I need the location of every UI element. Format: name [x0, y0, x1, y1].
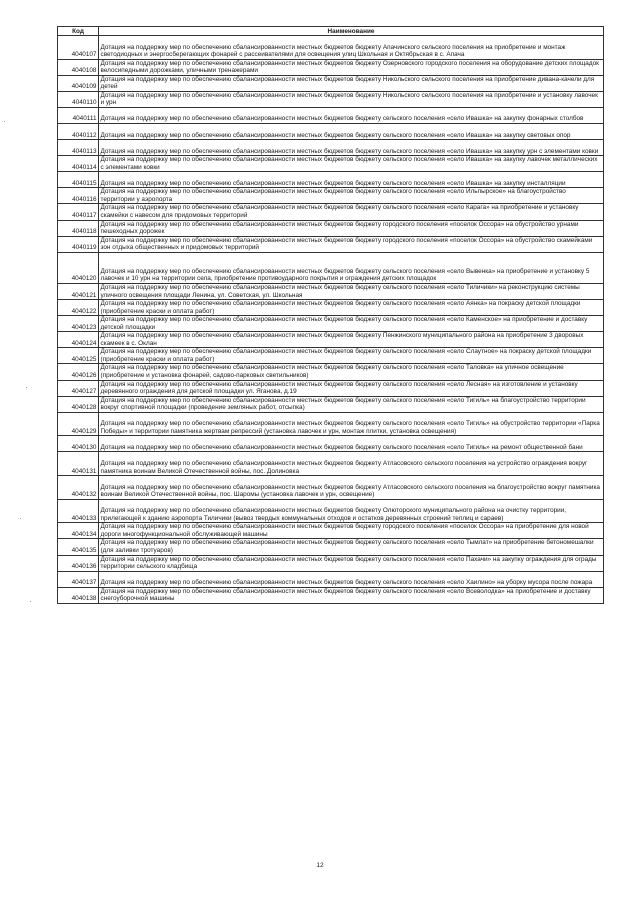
row-name: Дотация на поддержку мер по обеспечению сбалансированности местных бюджетов бюджету сельского поселения «село Ивашка» на закупку фонарных столбов [99, 107, 604, 123]
row-name: Дотация на поддержку мер по обеспечению сбалансированности местных бюджетов бюджету сельского поселения «село Каменское» на приобретение и доставку детской площадки [99, 316, 604, 332]
table-row [58, 91, 604, 107]
row-name: Дотация на поддержку мер по обеспечению сбалансированности местных бюджетов бюджету сельского поселения «село Хаилино» на уборку мусора после пожара [99, 571, 604, 587]
row-name: Дотация на поддержку мер по обеспечению сбалансированности местных бюджетов бюджету городского поселения «поселок Оссора» на приобретение для новой дороги многофункциональной обслуживающей машины [99, 523, 604, 539]
table-row [58, 283, 604, 299]
row-name: Дотация на поддержку мер по обеспечению сбалансированности местных бюджетов бюджету сельского поселения «село Пахачи» на закупку ограждения для ограды территории сельского кладбища [99, 555, 604, 571]
row-name: Дотация на поддержку мер по обеспечению сбалансированности местных бюджетов бюджету сельского поселения «село Тигиль» на обустройство территории «Парка Победы» и территории памятника жертвам репрессий (установка лавочек и урн, монтаж плитки, установка освещения) [99, 412, 604, 436]
page-number: 12 [316, 862, 324, 869]
row-name: Дотация на поддержку мер по обеспечению сбалансированности местных бюджетов бюджету сельского поселения «село Аянка» на покраску детской площадки (приобретение краски и оплата работ) [99, 300, 604, 316]
table-row [58, 348, 604, 364]
table-row [58, 204, 604, 220]
row-code: 4040119 [58, 236, 99, 252]
row-code: 4040111 [58, 107, 99, 123]
row-name: Дотация на поддержку мер по обеспечению сбалансированности местных бюджетов бюджету Озерновского городского поселения на оборудование детских площадок велосипедными дорожками, уличными тренажерами [99, 59, 604, 75]
row-name: Дотация на поддержку мер по обеспечению сбалансированности местных бюджетов бюджету сельского поселения «село Ивашка» на закупку лавочек металлических с элементами ковки [99, 156, 604, 172]
row-code: 4040112 [58, 124, 99, 140]
table-row [58, 107, 604, 123]
row-code: 4040123 [58, 316, 99, 332]
row-name: Дотация на поддержку мер по обеспечению сбалансированности местных бюджетов бюджету Никольского сельского поселения на приобретение и установку лавочек и урн [99, 91, 604, 107]
row-code: 4040122 [58, 300, 99, 316]
row-name: Дотация на поддержку мер по обеспечению сбалансированности местных бюджетов бюджету сельского поселения «село Ивашка» на закупку урн с элементами ковки [99, 140, 604, 156]
row-name: Дотация на поддержку мер по обеспечению сбалансированности местных бюджетов бюджету сельского поселения «село Тиличики» на реконструкцию системы уличного освещения площади Ленина, ул. Советская, ул. Школьная [99, 283, 604, 299]
row-code: 4040109 [58, 75, 99, 91]
row-code: 4040113 [58, 140, 99, 156]
table-row [58, 124, 604, 140]
table-row [58, 156, 604, 172]
table-row [58, 539, 604, 555]
row-name: Дотация на поддержку мер по обеспечению сбалансированности местных бюджетов бюджету сельского поселения «село Ильпырское» на благоустройство территории у аэропорта [99, 188, 604, 204]
table-row [58, 172, 604, 188]
table-row [58, 300, 604, 316]
row-code: 4040115 [58, 172, 99, 188]
row-code: 4040133 [58, 499, 99, 523]
row-code: 4040135 [58, 539, 99, 555]
row-name: Дотация на поддержку мер по обеспечению сбалансированности местных бюджетов бюджету сельского поселения «село Вывенка» на приобретение и установку 5 лавочек и 10 урн на территории села, приобретение противоударного покрытия и ограждения детских площадок [99, 252, 604, 283]
table-row [58, 555, 604, 571]
row-code: 4040124 [58, 332, 99, 348]
table-row [58, 571, 604, 587]
row-code: 4040118 [58, 220, 99, 236]
row-name: Дотация на поддержку мер по обеспечению сбалансированности местных бюджетов бюджету Атласовского сельского поселения на устройство ограждения вокруг памятника воинам Великой Отечественной войны, пос. Долиновка [99, 452, 604, 476]
name-column-header: Наименование [99, 27, 604, 36]
row-code: 4040107 [58, 36, 99, 60]
row-name: Дотация на поддержку мер по обеспечению сбалансированности местных бюджетов бюджету городского поселения «поселок Оссора» на обустройство урнами пешеходных дорожек [99, 220, 604, 236]
row-code: 4040138 [58, 587, 99, 603]
table-row [58, 188, 604, 204]
row-code: 4040136 [58, 555, 99, 571]
row-code: 4040126 [58, 364, 99, 380]
row-code: 4040134 [58, 523, 99, 539]
row-name: Дотация на поддержку мер по обеспечению сбалансированности местных бюджетов бюджету Атласовского сельского поселения на благоустройство вокруг памятника воинам Великой Отечественной войны, пос. Шаромы (установка лавочек и урн, освещение) [99, 476, 604, 500]
table-row [58, 476, 604, 500]
table-row [58, 332, 604, 348]
row-code: 4040137 [58, 571, 99, 587]
scan-speck [30, 601, 31, 602]
scan-speck [4, 121, 5, 122]
table-header-row [58, 27, 604, 36]
table-row [58, 364, 604, 380]
table-row [58, 523, 604, 539]
scan-speck [26, 387, 27, 388]
row-name: Дотация на поддержку мер по обеспечению сбалансированности местных бюджетов бюджету городского поселения «поселок Оссора» на обустройство скамейками зон отдыха общественных и придомовых территорий [99, 236, 604, 252]
table-row [58, 316, 604, 332]
budget-codes-table [57, 26, 604, 604]
row-name: Дотация на поддержку мер по обеспечению сбалансированности местных бюджетов бюджету сельского поселения «село Таловка» на уличное освещение (приобретение и установка фонарей, садово-парковых светильников) [99, 364, 604, 380]
row-code: 4040121 [58, 283, 99, 299]
table-row [58, 75, 604, 91]
table-row [58, 396, 604, 412]
table-row [58, 587, 604, 603]
code-column-header: Код [58, 27, 99, 36]
table-row [58, 236, 604, 252]
row-name: Дотация на поддержку мер по обеспечению сбалансированности местных бюджетов бюджету сельского поселения «село Всеволодка» на приобретение и доставку снегоуборочной машины [99, 587, 604, 603]
table-row [58, 380, 604, 396]
row-name: Дотация на поддержку мер по обеспечению сбалансированности местных бюджетов бюджету сельского поселения «село Лесная» на изготовление и установку деревянного ограждения для детской площадки ул. Ягановa, д.19 [99, 380, 604, 396]
row-name: Дотация на поддержку мер по обеспечению сбалансированности местных бюджетов бюджету Никольского сельского поселения на приобретение дивана-качели для детей [99, 75, 604, 91]
row-name: Дотация на поддержку мер по обеспечению сбалансированности местных бюджетов бюджету сельского поселения «село Тымлат» на приобретение бетономешалки (для заливки тротуаров) [99, 539, 604, 555]
table-row [58, 452, 604, 476]
row-code: 4040129 [58, 412, 99, 436]
table-row [58, 499, 604, 523]
row-name: Дотация на поддержку мер по обеспечению сбалансированности местных бюджетов бюджету Апачинского сельского поселения на приобретение и монтаж светодиодных и энергосберегающих фонарей с рассеивателями для освещения улиц Школьная и Октябрьская в с. Апача [99, 36, 604, 60]
row-code: 4040128 [58, 396, 99, 412]
table-row [58, 252, 604, 283]
table-row [58, 59, 604, 75]
row-code: 4040120 [58, 252, 99, 283]
row-code: 4040125 [58, 348, 99, 364]
row-name: Дотация на поддержку мер по обеспечению сбалансированности местных бюджетов бюджету сельского поселения «село Ивашка» на закупку инсталляции [99, 172, 604, 188]
row-code: 4040116 [58, 188, 99, 204]
row-code: 4040130 [58, 436, 99, 452]
scan-speck [20, 518, 21, 519]
row-name: Дотация на поддержку мер по обеспечению сбалансированности местных бюджетов бюджету сельского поселения «село Ивашка» на закупку световых опор [99, 124, 604, 140]
row-code: 4040132 [58, 476, 99, 500]
table-body [58, 36, 604, 604]
row-name: Дотация на поддержку мер по обеспечению сбалансированности местных бюджетов бюджету Пенжинского муниципального района на приобретение 3 дворовых скамеек в с. Оклан [99, 332, 604, 348]
row-name: Дотация на поддержку мер по обеспечению сбалансированности местных бюджетов бюджету сельского поселения «село Тигиль» на ремонт общественной бани [99, 436, 604, 452]
table-row [58, 436, 604, 452]
row-name: Дотация на поддержку мер по обеспечению сбалансированности местных бюджетов бюджету сельского поселения «село Карага» на приобретение и установку скамейки с навесом для придомовых территорий [99, 204, 604, 220]
row-code: 4040127 [58, 380, 99, 396]
row-code: 4040108 [58, 59, 99, 75]
row-name: Дотация на поддержку мер по обеспечению сбалансированности местных бюджетов бюджету сельского поселения «село Тигиль» на благоустройство территории вокруг спортивной площадки (проведение земляных работ, отсыпка) [99, 396, 604, 412]
row-code: 4040117 [58, 204, 99, 220]
row-name: Дотация на поддержку мер по обеспечению сбалансированности местных бюджетов бюджету Олюторского муниципального района на очистку территории, прилегающей к зданию аэропорта Тиличики (вывоз твердых коммунальных отходов и остатков деревянных строений теплиц и сараев) [99, 499, 604, 523]
row-code: 4040114 [58, 156, 99, 172]
table-row [58, 140, 604, 156]
table-row [58, 36, 604, 60]
table-row [58, 220, 604, 236]
row-name: Дотация на поддержку мер по обеспечению сбалансированности местных бюджетов бюджету сельского поселения «село Слаутное» на покраску детской площадки (приобретение краски и оплата работ) [99, 348, 604, 364]
table-row [58, 412, 604, 436]
row-code: 4040131 [58, 452, 99, 476]
row-code: 4040110 [58, 91, 99, 107]
